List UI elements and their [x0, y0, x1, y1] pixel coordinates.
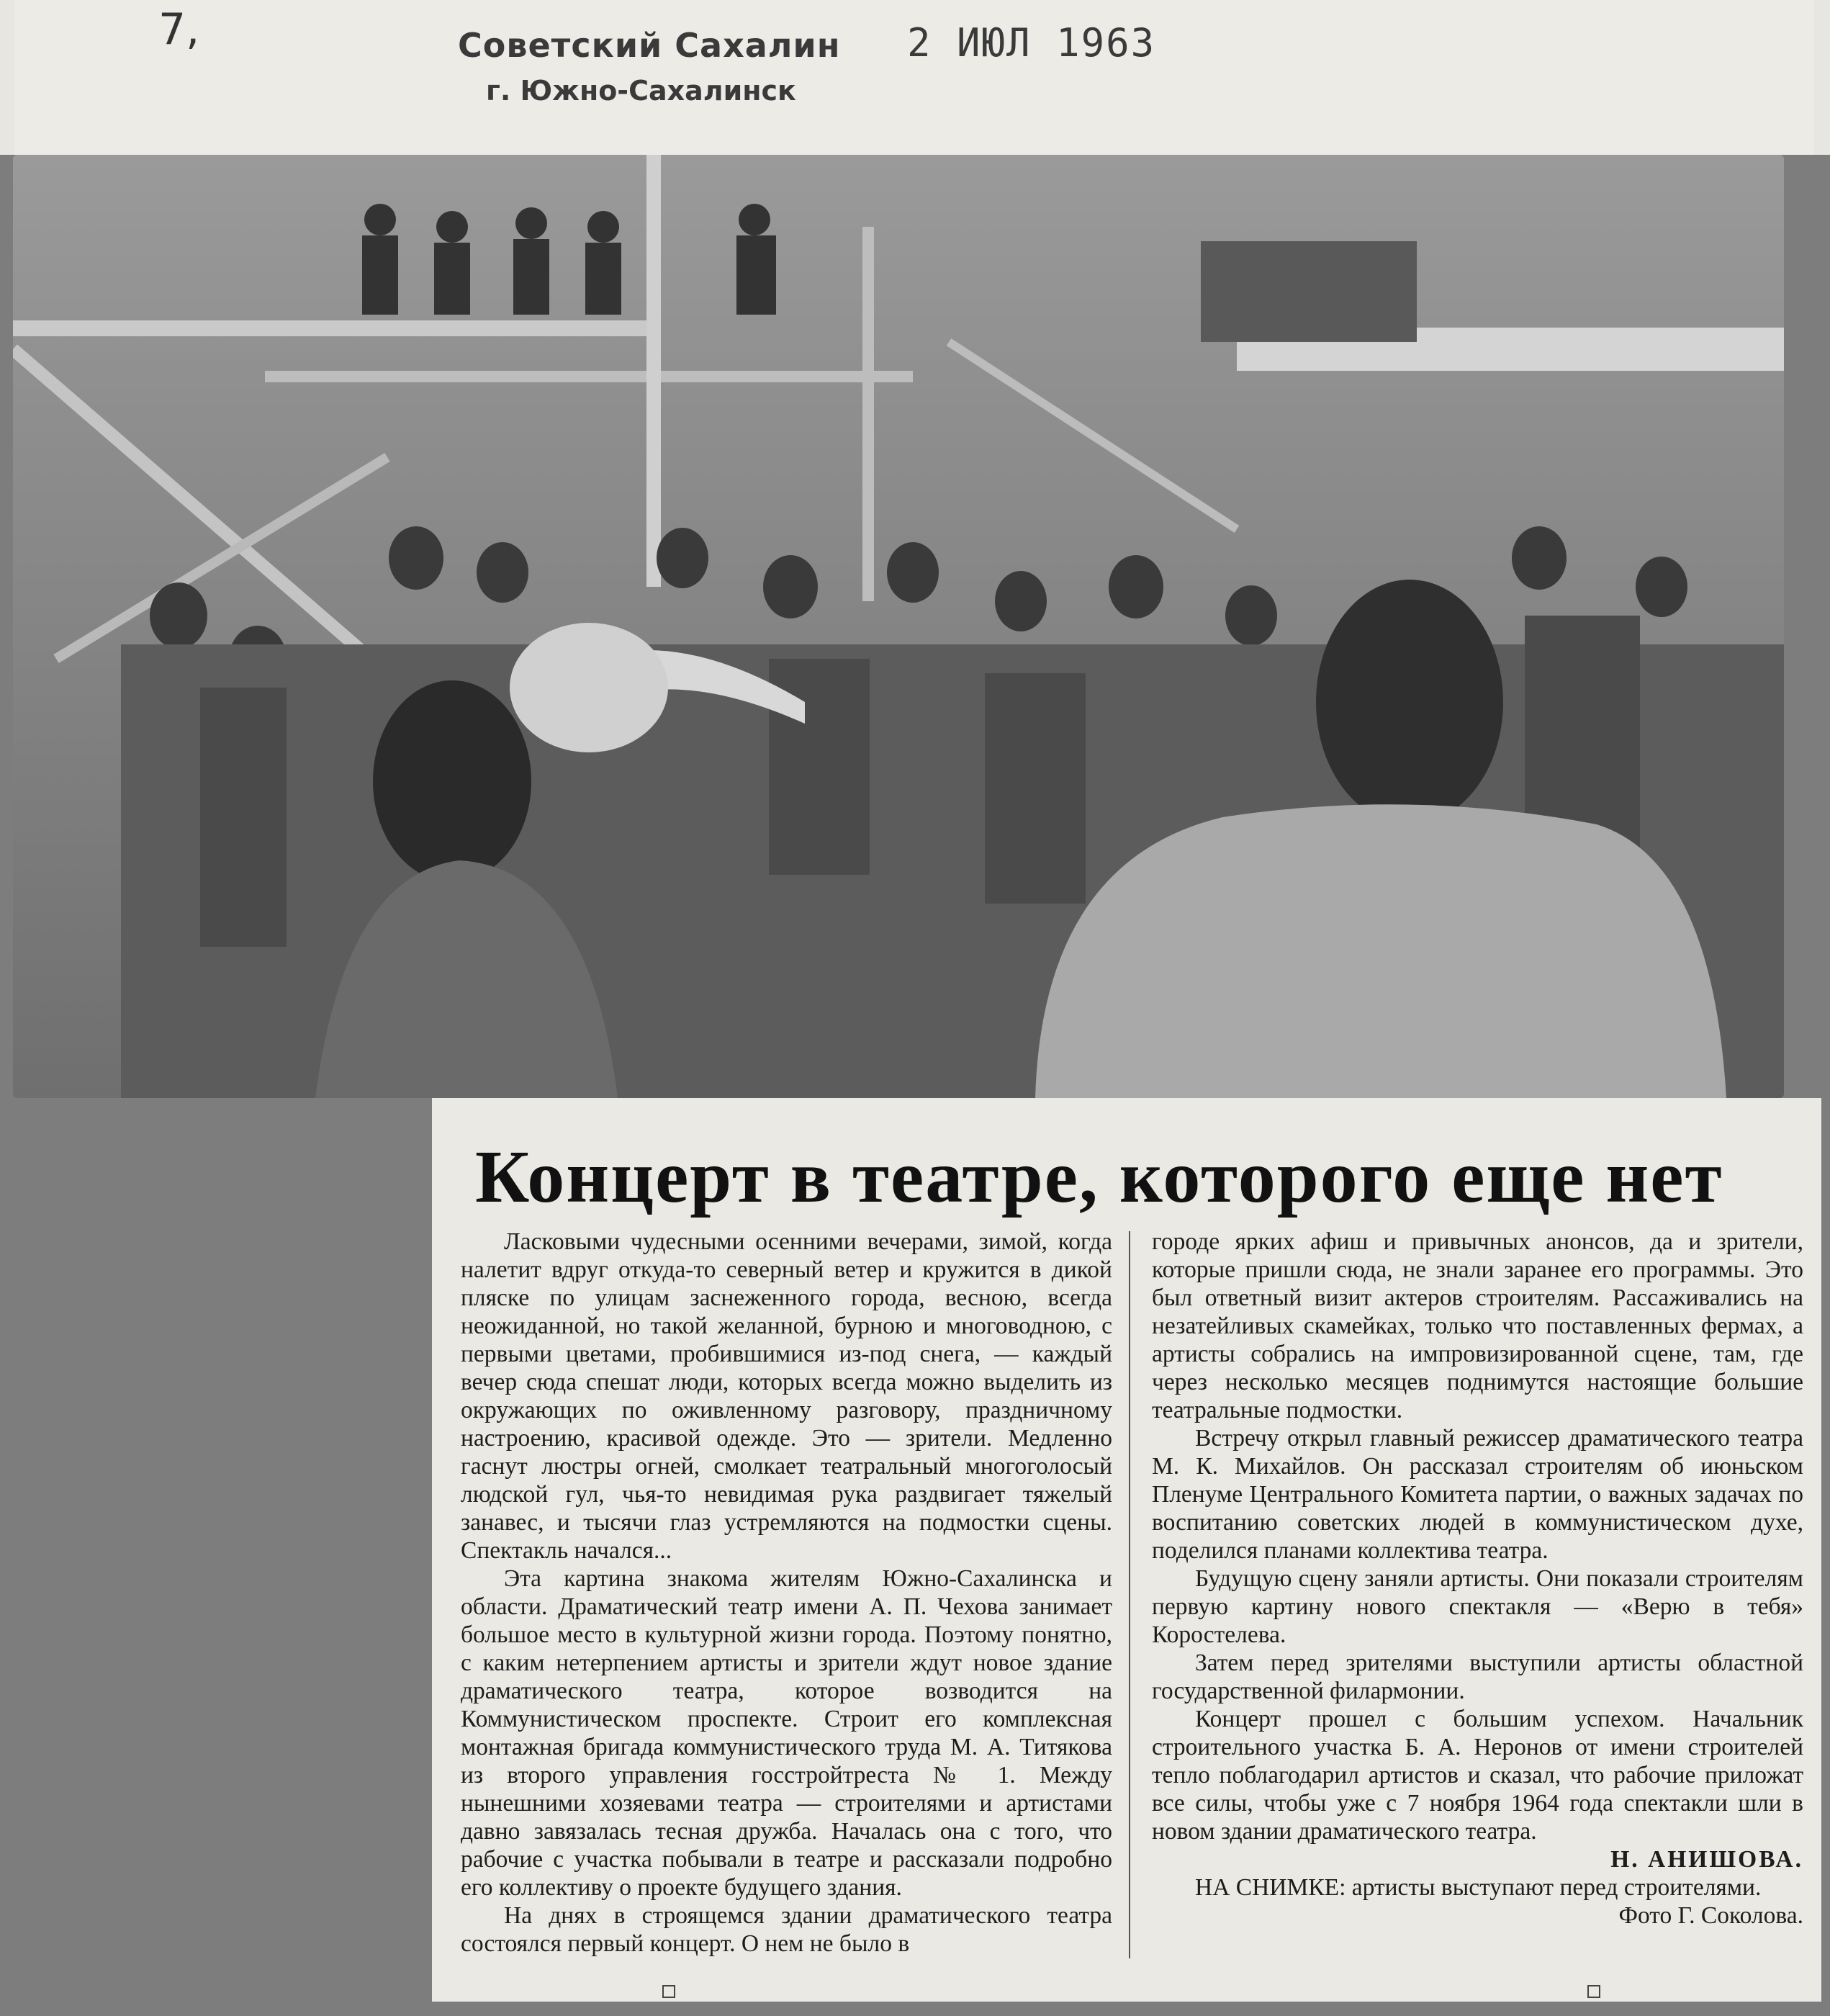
source-stamp: Советский Сахалин	[458, 26, 841, 65]
photo-credit: Фото Г. Соколова.	[1618, 1902, 1803, 1929]
newspaper-photo	[13, 155, 1784, 1098]
photo-caption: НА СНИМКЕ: артисты выступают перед строителями.	[1195, 1874, 1762, 1901]
column-divider	[1129, 1231, 1130, 1958]
paragraph: Ласковыми чудесными осенними вечерами, зимой, когда налетит вдруг откуда-то северный ветер и кружится в дикой пляске по улицам заснеженного города, весною, всегда неожиданной, но такой желанной, бурною и многоводною, с первыми цветами, пробившимися из-под снега, — каждый вечер сюда спешат люди, которых всегда можно выделить из окружающих по оживленному разговору, праздничному настроению, красивой одежде. Это — зрители. Медленно гаснут люстры огней, смолкает театральный многоголосый людской гул, чья-то невидимая рука раздвигает тяжелый занавес, и тысячи глаз устремляются на подмостки сцены. Спектакль начался...	[461, 1228, 1112, 1564]
pencil-mark: 7,	[158, 4, 200, 55]
article-column-right	[1152, 1228, 1803, 1930]
paragraph: Эта картина знакома жителям Южно-Сахалинска и области. Драматический театр имени А. П. Чехова занимает большое место в культурной жизни города. Поэтому понятно, с каким нетерпением артисты и зрители ждут новое здание драматического театра, которое возводится на Коммунистическом проспекте. Строит его комплексная монтажная бригада коммунистического труда М. А. Титякова из второго управления госстройтреста № 1. Между нынешними хозяевами театра — строителями и артистами давно завязалась тесная дружба. Началась она с того, что рабочие с участка побывали в театре и рассказали подробно его коллективу о проекте будущего здания.	[461, 1565, 1112, 1901]
page-marker	[662, 1985, 675, 1998]
article-clipping	[432, 1098, 1821, 2002]
article-column-left	[461, 1228, 1112, 1958]
city-stamp: г. Южно-Сахалинск	[486, 75, 796, 107]
author-signature: Н. АНИШОВА.	[1610, 1846, 1803, 1873]
paragraph: Концерт прошел с большим успехом. Начальник строительного участка Б. А. Неронов от имени строителей тепло поблагодарил артистов и сказал, что рабочие приложат все силы, чтобы уже с 7 ноября 1964 года спектакли шли в новом здании драматического театра.	[1152, 1706, 1803, 1845]
headline: Концерт в театре, которого еще нет	[475, 1135, 1723, 1218]
page-marker	[1587, 1985, 1600, 1998]
photo-illustration	[13, 155, 1784, 1098]
paragraph-continuation: городе ярких афиш и привычных анонсов, да и зрители, которые пришли сюда, не знали заранее его программы. Это был ответный визит актеров строителям. Рассаживались на незатейливых скамейках, только что поставленных фермах, а артисты собрались на импровизированной сцене, там, где через несколько месяцев поднимутся настоящие большие театральные подмостки.	[1152, 1228, 1803, 1423]
masthead-clip	[14, 0, 1814, 155]
date-stamp: 2 ИЮЛ 1963	[907, 20, 1156, 66]
paragraph: На днях в строящемся здании драматического театра состоялся первый концерт. О нем не было в	[461, 1902, 1112, 1957]
paragraph: Будущую сцену заняли артисты. Они показали строителям первую картину нового спектакля — «Верю в тебя» Коростелева.	[1152, 1565, 1803, 1648]
paragraph: Затем перед зрителями выступили артисты областной государственной филармонии.	[1152, 1650, 1803, 1704]
paragraph: Встречу открыл главный режиссер драматического театра М. К. Михайлов. Он рассказал строителям об июньском Пленуме Центрального Комитета партии, о важных задачах по воспитанию советских людей в коммунистическом духе, поделился планами коллектива театра.	[1152, 1425, 1803, 1564]
